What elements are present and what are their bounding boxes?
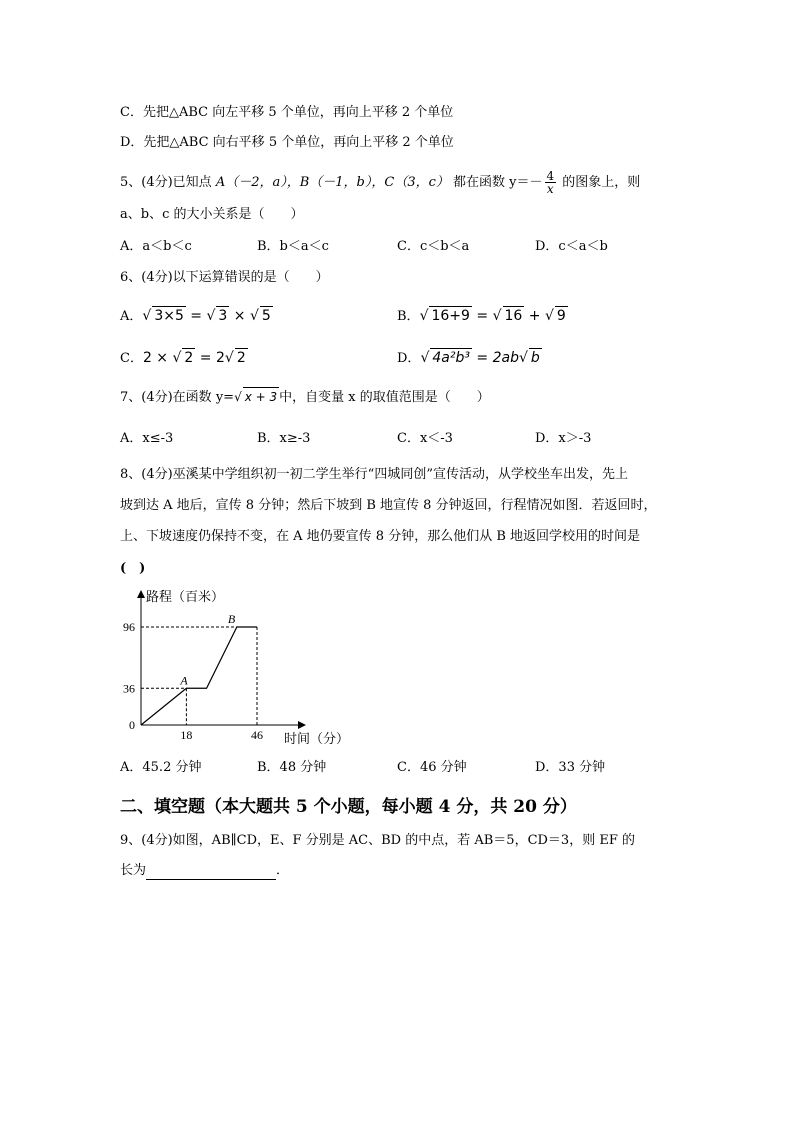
q7-option-a: A．x≤-3	[120, 431, 174, 446]
q9-answer-blank[interactable]	[146, 865, 276, 880]
q6-d-label: D．	[397, 351, 421, 366]
q6-option-a: A．√ 3×5 = √ 3 × √ 5	[120, 308, 271, 324]
q6-b-r1: 16+9	[431, 308, 470, 324]
q6-b-plus: +	[524, 308, 545, 324]
y-tick-0: 0	[129, 718, 135, 732]
q8-option-a: A．45.2 分钟	[120, 760, 202, 775]
q7-stem-b: 中，自变量 x 的取值范围是（ ）	[279, 390, 490, 405]
q9-line2-suffix: ．	[276, 863, 290, 878]
q5-option-a: A．a＜b＜c	[120, 239, 192, 254]
q6-a-eq: =	[185, 308, 207, 324]
q6-a-times: ×	[229, 308, 250, 324]
point-label-b: B	[227, 612, 236, 626]
q8-line2: 坡到达 A 地后，宣传 8 分钟；然后下坡到 B 地宣传 8 分钟返回，行程情况如图．若返回时，	[120, 498, 657, 513]
y-tick-96: 96	[123, 620, 135, 634]
q6-a-r2: 3	[218, 308, 228, 324]
q6-option-c: C．2 × √ 2 = 2√ 2	[120, 350, 246, 366]
x-axis-label: 时间（分）	[284, 731, 350, 746]
q5-option-c: C．c＜b＜a	[397, 239, 470, 254]
q8-line1: 8、(4分)巫溪某中学组织初一初二学生举行“四城同创”宣传活动，从学校坐车出发，先上	[120, 467, 628, 482]
q9-line2	[120, 862, 289, 880]
q6-a-r3: 5	[261, 308, 271, 324]
q4-option-d: D．先把△ABC 向右平移 5 个单位，再向上平移 2 个单位	[120, 135, 454, 150]
q6-c-label: C．	[120, 351, 143, 366]
q5-stem-a: 5、(4分)已知点	[120, 175, 216, 190]
y-axis-label: 路程（百米）	[146, 589, 225, 604]
q7-radicand: x + 3	[243, 387, 279, 406]
q5-option-b: B．b＜a＜c	[257, 239, 329, 254]
q5-points: A（－2，a），B（－1，b），C（3，c）	[215, 175, 449, 190]
x-tick-18: 18	[180, 728, 193, 742]
q5-frac-den: x	[546, 182, 554, 196]
q6-option-d: D．√ 4a²b³ = 2ab√ b	[397, 350, 540, 366]
q6-b-r2: 16	[504, 308, 523, 324]
q7-stem: 7、(4分)在函数 y=√ x + 3 中，自变量 x 的取值范围是（ ）	[120, 387, 490, 407]
x-tick-46: 46	[251, 728, 263, 742]
q7-option-d: D．x＞-3	[535, 431, 592, 446]
section-title-fill-in: 二、填空题（本大题共 5 个小题，每小题 4 分，共 20 分）	[120, 797, 577, 817]
q7-stem-a: 7、(4分)在函数 y=	[120, 390, 235, 405]
q5-stem-b: 都在函数 y＝－	[448, 175, 543, 190]
q6-b-r3: 9	[556, 308, 566, 324]
q6-c-r2: 2	[236, 350, 246, 366]
q6-c-r1: 2	[184, 350, 194, 366]
q7-option-b: B．x≥-3	[257, 431, 311, 446]
q6-d-r2: b	[530, 350, 540, 366]
distance-time-line	[141, 627, 257, 725]
q6-a-label: A．	[120, 309, 143, 324]
q5-stem-line2: a、b、c 的大小关系是（ ）	[120, 207, 304, 222]
q5-frac-num: 4	[546, 169, 555, 183]
q8-line4: ( )	[120, 561, 146, 576]
point-label-a: A	[180, 673, 188, 688]
q5-fraction	[545, 170, 557, 195]
q9-line2-prefix: 长为	[120, 863, 147, 878]
q4-option-c: C．先把△ABC 向左平移 5 个单位，再向上平移 2 个单位	[120, 105, 454, 120]
q6-b-eq: =	[471, 308, 493, 324]
q5-stem-line1	[120, 170, 640, 195]
q6-c-pre: 2 ×	[142, 350, 173, 366]
q6-b-label: B．	[397, 309, 420, 324]
q8-line3: 上、下坡速度仍保持不变，在 A 地仍要宣传 8 分钟，那么他们从 B 地返回学校用的时间是	[120, 529, 641, 544]
q6-d-r1: 4a²b³	[432, 350, 470, 366]
q5-stem-c: 的图象上，则	[558, 175, 641, 190]
q5-option-d: D．c＜a＜b	[535, 239, 608, 254]
q6-option-b: B．√ 16+9 = √ 16 + √ 9	[397, 308, 566, 324]
q8-option-b: B．48 分钟	[257, 760, 327, 775]
q6-d-eq: = 2ab	[471, 350, 519, 366]
q7-option-c: C．x＜-3	[397, 431, 453, 446]
q8-chart	[110, 585, 370, 750]
q9-line1: 9、(4分)如图，AB∥CD，E、F 分别是 AC、BD 的中点，若 AB＝5，CD＝3，则 EF 的	[120, 833, 635, 848]
q8-option-c: C．46 分钟	[397, 760, 467, 775]
q6-c-eq: = 2	[195, 350, 225, 366]
q6-stem: 6、(4分)以下运算错误的是（ ）	[120, 270, 329, 285]
y-tick-36: 36	[123, 681, 135, 696]
q8-option-d: D．33 分钟	[535, 760, 606, 775]
q6-a-r1: 3×5	[154, 308, 184, 324]
